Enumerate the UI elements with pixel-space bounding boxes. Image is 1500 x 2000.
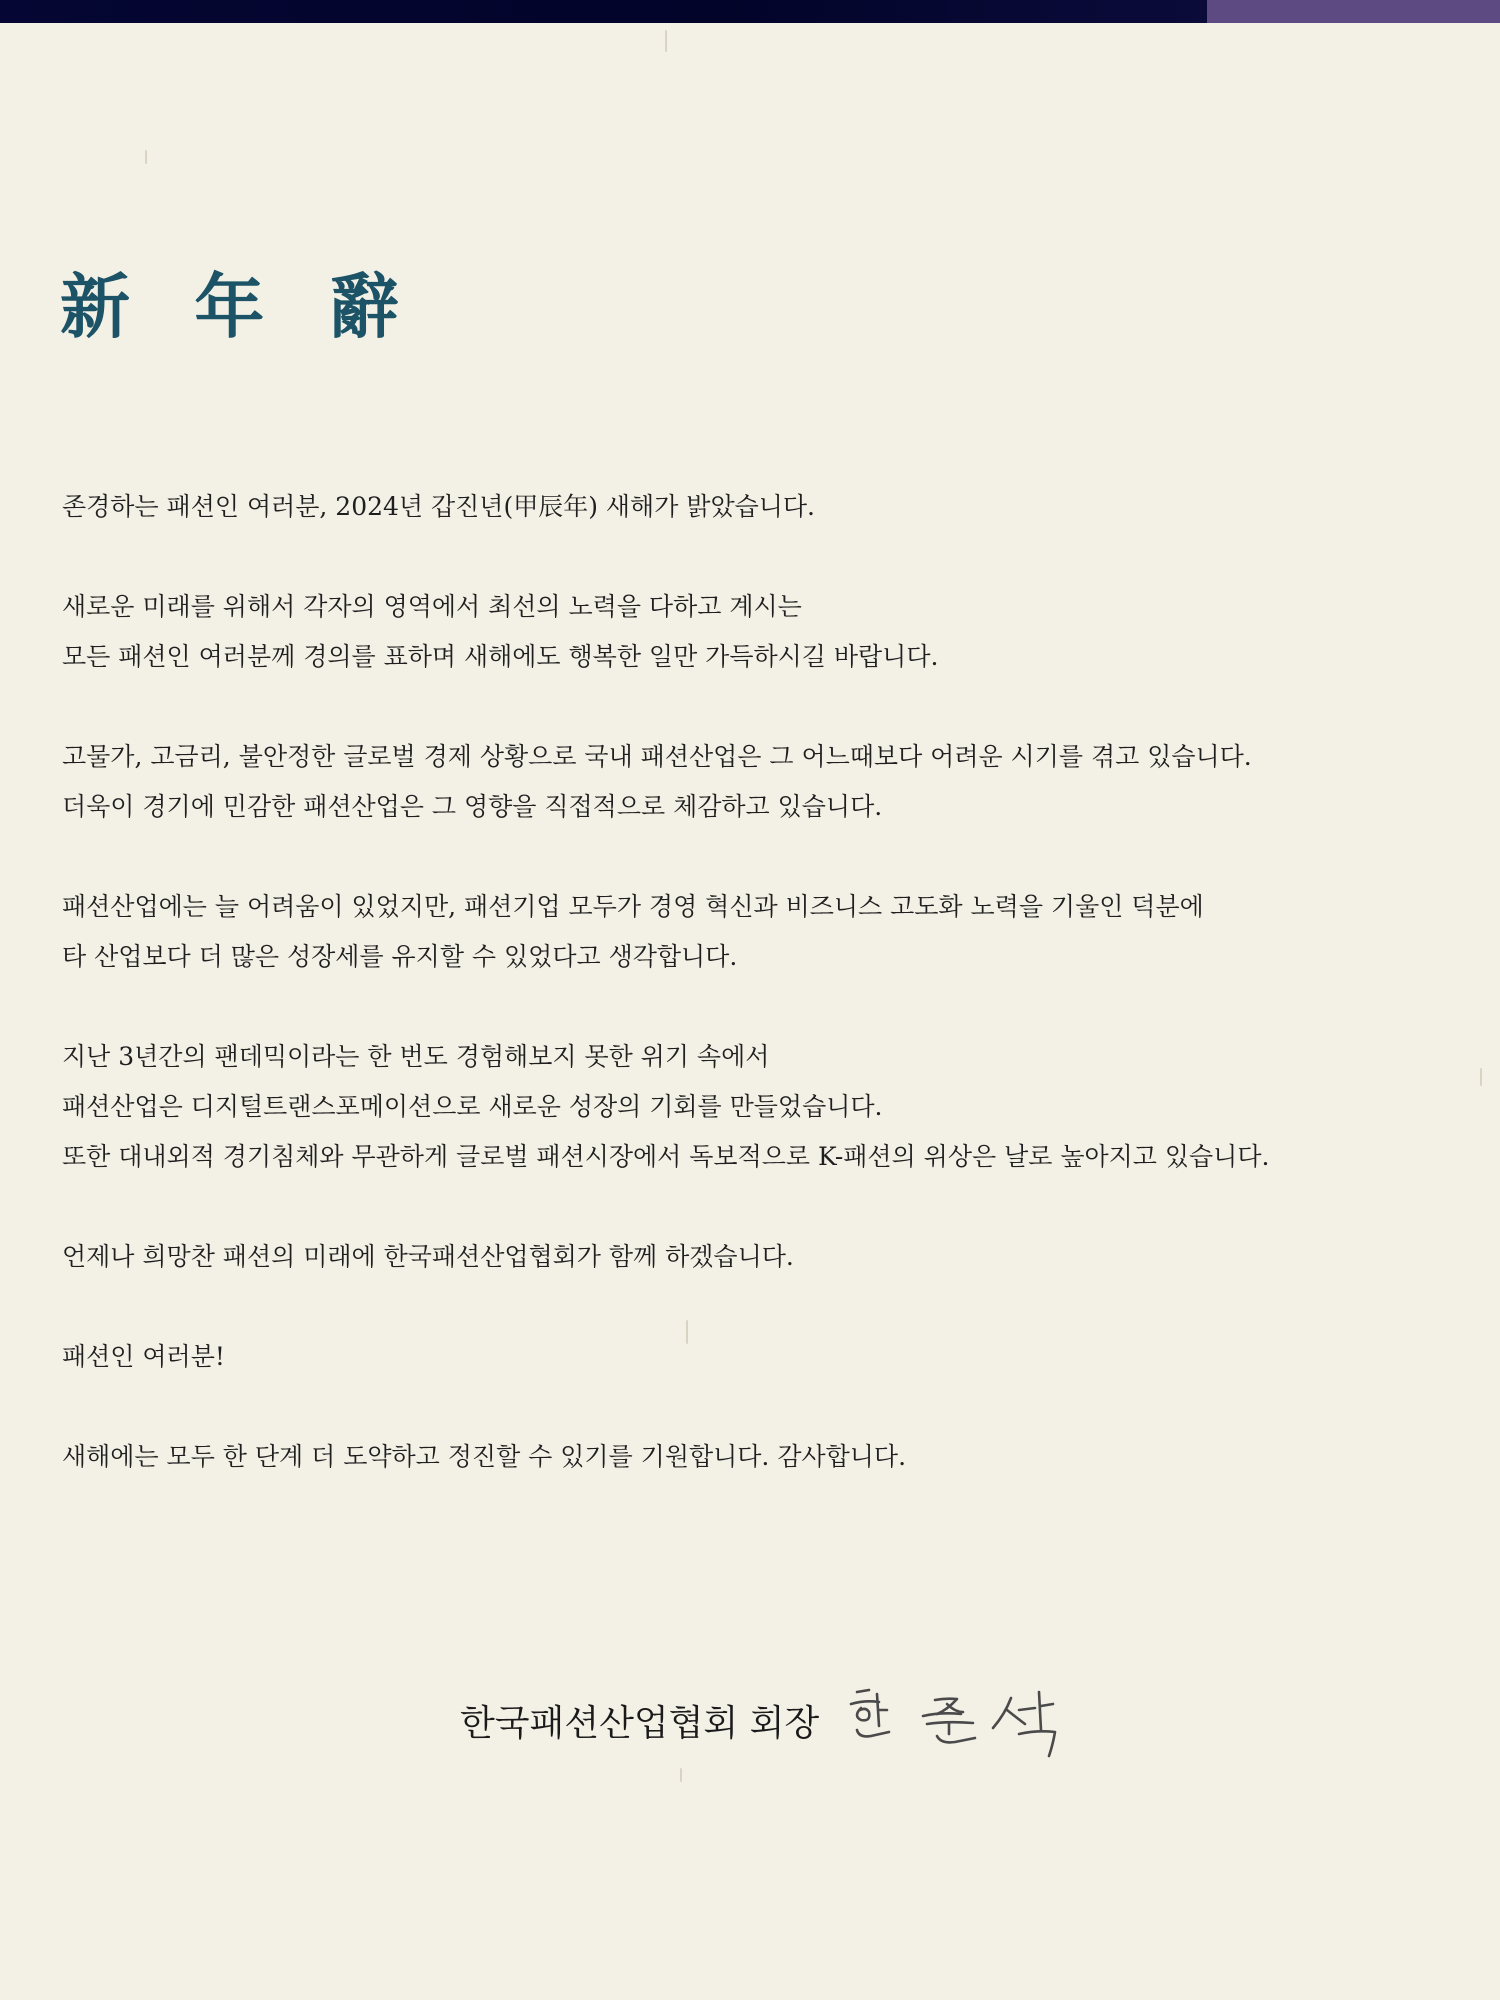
letter-line: 패션산업에는 늘 어려움이 있었지만, 패션기업 모두가 경영 혁신과 비즈니스 고도화 노력을 기울인 덕분에: [62, 892, 1204, 921]
paper-texture-speck: [680, 1768, 682, 1782]
paper-texture-speck: [145, 150, 147, 164]
letter-paragraph: [62, 1332, 1442, 1382]
top-banner-bar: [0, 0, 1500, 23]
letter-paragraph: [62, 482, 1442, 532]
letter-line: 타 산업보다 더 많은 성장세를 유지할 수 있었다고 생각합니다.: [62, 942, 738, 971]
letter-paragraph: [62, 882, 1442, 982]
letter-paragraph: [62, 582, 1442, 682]
letter-line: 지난 3년간의 팬데믹이라는 한 번도 경험해보지 못한 위기 속에서: [62, 1042, 770, 1071]
letter-paragraph: [62, 1232, 1442, 1282]
paper-texture-speck: [665, 30, 667, 52]
letter-line: 새해에는 모두 한 단계 더 도약하고 정진할 수 있기를 기원합니다. 감사합니다.: [62, 1442, 907, 1471]
top-banner-bar-main: [0, 0, 1207, 23]
letter-body: [62, 482, 1442, 1532]
letter-line: 패션인 여러분!: [62, 1342, 225, 1371]
page-title: 新 年 辭: [60, 265, 419, 348]
letter-paragraph: [62, 1032, 1442, 1182]
letter-line: 또한 대내외적 경기침체와 무관하게 글로벌 패션시장에서 독보적으로 K-패션의 위상은 날로 높아지고 있습니다.: [62, 1142, 1270, 1171]
letter-line: 존경하는 패션인 여러분, 2024년 갑진년(甲辰年) 새해가 밝았습니다.: [62, 492, 816, 521]
signature-text: 한준석: [841, 1680, 845, 1681]
handwritten-signature: [841, 1680, 1091, 1760]
signatory-title: 한국패션산업협회 회장: [460, 1702, 820, 1744]
letter-line: 더욱이 경기에 민감한 패션산업은 그 영향을 직접적으로 체감하고 있습니다.: [62, 792, 883, 821]
letter-line: 새로운 미래를 위해서 각자의 영역에서 최선의 노력을 다하고 계시는: [62, 592, 802, 621]
signature-block: [460, 1680, 1091, 1760]
letter-line: 언제나 희망찬 패션의 미래에 한국패션산업협회가 함께 하겠습니다.: [62, 1242, 794, 1271]
letter-line: 패션산업은 디지털트랜스포메이션으로 새로운 성장의 기회를 만들었습니다.: [62, 1092, 883, 1121]
letter-line: 모든 패션인 여러분께 경의를 표하며 새해에도 행복한 일만 가득하시길 바랍니다.: [62, 642, 939, 671]
letter-line: 고물가, 고금리, 불안정한 글로벌 경제 상황으로 국내 패션산업은 그 어느때보다 어려운 시기를 겪고 있습니다.: [62, 742, 1252, 771]
top-banner-bar-accent: [1207, 0, 1500, 23]
letter-paragraph: [62, 1432, 1442, 1482]
paper-texture-speck: [1480, 1068, 1482, 1086]
letter-paragraph: [62, 732, 1442, 832]
